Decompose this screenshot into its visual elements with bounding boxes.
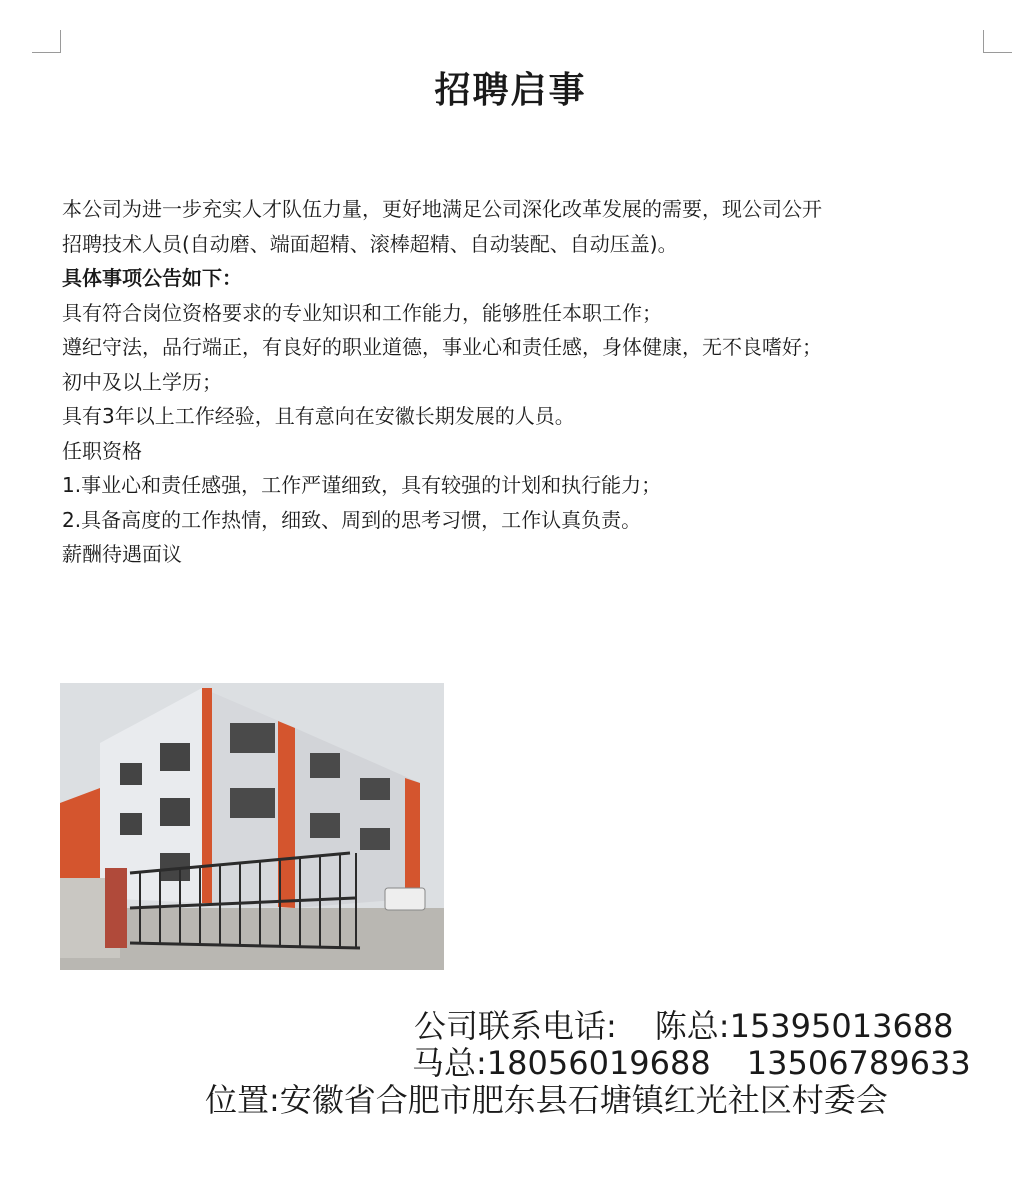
paragraph-line: 任职资格: [62, 438, 142, 463]
paragraph-line: 具有3年以上工作经验，且有意向在安徽长期发展的人员。: [62, 404, 575, 428]
paragraph-line: 招聘技术人员(自动磨、端面超精、滚棒超精、自动装配、自动压盖)。: [62, 231, 678, 256]
contact-ma: 马总:18056019688: [412, 1044, 711, 1082]
contact-phone-extra: 13506789633: [746, 1044, 971, 1082]
paragraph-line: 遵纪守法，品行端正，有良好的职业道德，事业心和责任感，身体健康，无不良嗜好；: [62, 335, 822, 359]
phone-label: 公司联系电话:: [414, 1007, 617, 1045]
paragraph-line: 初中及以上学历；: [62, 369, 222, 394]
section-heading: 具体事项公告如下：: [62, 266, 242, 290]
paragraph-line: 1.事业心和责任感强，工作严谨细致，具有较强的计划和执行能力；: [62, 473, 662, 497]
contact-line-2: [412, 1045, 971, 1082]
contact-line-1: [414, 1008, 954, 1045]
contact-chen: 陈总:15395013688: [654, 1007, 954, 1045]
document-title: 招聘启事: [434, 70, 587, 111]
paragraph-line: 2.具备高度的工作热情，细致、周到的思考习惯，工作认真负责。: [62, 507, 642, 532]
paragraph-line: 具有符合岗位资格要求的专业知识和工作能力，能够胜任本职工作；: [62, 300, 662, 325]
factory-building-photo: [60, 683, 444, 970]
paragraph-line: 本公司为进一步充实人才队伍力量，更好地满足公司深化改革发展的需要，现公司公开: [62, 197, 822, 221]
document-body: [62, 192, 992, 572]
page-corner-mark-right: [983, 30, 1012, 53]
page-corner-mark-left: [32, 30, 61, 53]
paragraph-line: 薪酬待遇面议: [62, 542, 182, 566]
location-line: 位置:安徽省合肥市肥东县石塘镇红光社区村委会: [205, 1081, 888, 1119]
